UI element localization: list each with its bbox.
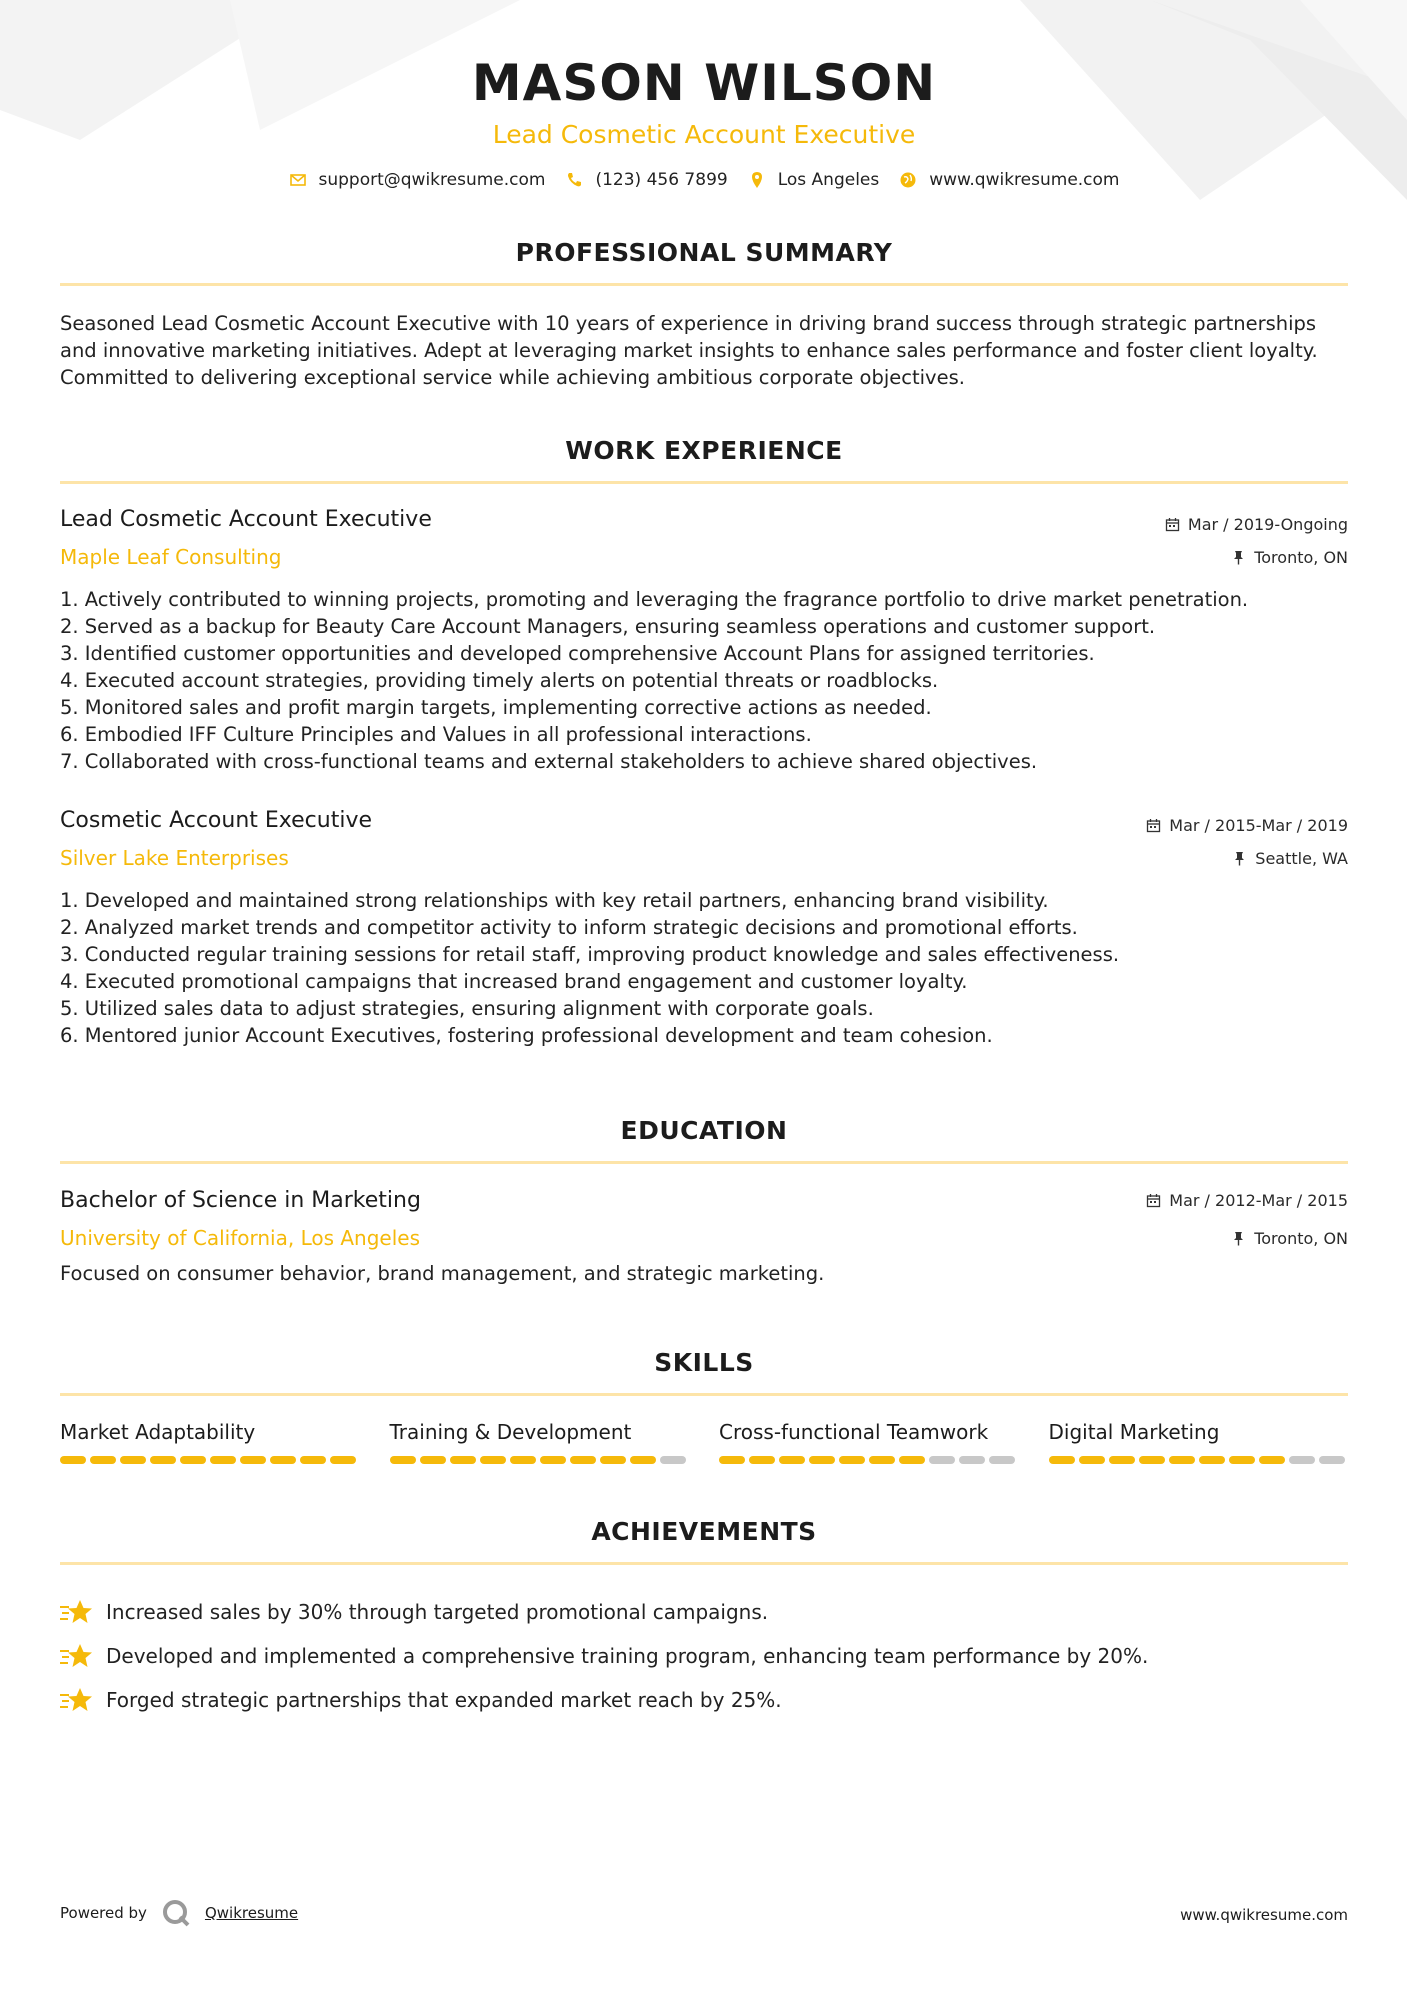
skill-level-bar: [60, 1456, 360, 1464]
skills-heading: SKILLS: [654, 1348, 754, 1377]
job-company: Silver Lake Enterprises: [60, 846, 289, 870]
list-item: [60, 1590, 1348, 1634]
contact-phone-text: (123) 456 7899: [595, 170, 728, 190]
skill-level-segment: [839, 1456, 865, 1464]
achievement-text: Increased sales by 30% through targeted promotional campaigns.: [106, 1600, 769, 1624]
skill-level-segment: [1319, 1456, 1345, 1464]
skill-level-bar: [1049, 1456, 1349, 1464]
education-location: [1231, 1229, 1348, 1248]
list-item: 4. Executed promotional campaigns that increased brand engagement and customer loyalty.: [60, 970, 968, 993]
candidate-title: Lead Cosmetic Account Executive: [492, 120, 916, 149]
skill-level-segment: [1289, 1456, 1315, 1464]
education-heading: EDUCATION: [620, 1116, 788, 1145]
skill-level-segment: [600, 1456, 626, 1464]
skill-level-segment: [450, 1456, 476, 1464]
skill-level-segment: [240, 1456, 266, 1464]
contact-location: [748, 170, 880, 190]
phone-icon: [565, 171, 583, 189]
skill-level-segment: [779, 1456, 805, 1464]
pushpin-icon: [1231, 550, 1246, 565]
skill-level-segment: [1259, 1456, 1285, 1464]
contact-email-text: support@qwikresume.com: [318, 170, 546, 190]
skill-level-segment: [60, 1456, 86, 1464]
skill-level-segment: [90, 1456, 116, 1464]
skill-level-segment: [120, 1456, 146, 1464]
skill-level-segment: [1169, 1456, 1195, 1464]
list-item: 4. Executed account strategies, providing timely alerts on potential threats or roadblocks.: [60, 669, 939, 692]
skill-level-bar: [719, 1456, 1019, 1464]
job-location-text: Seattle, WA: [1255, 849, 1348, 868]
skill-item: [1049, 1420, 1349, 1464]
education-description: Focused on consumer behavior, brand management, and strategic marketing.: [60, 1262, 825, 1285]
skill-level-segment: [390, 1456, 416, 1464]
skill-name: Cross-functional Teamwork: [719, 1420, 989, 1444]
education-dates: [1146, 1191, 1348, 1210]
skill-level-bar: [390, 1456, 690, 1464]
summary-text: Seasoned Lead Cosmetic Account Executive with 10 years of experience in driving brand success through strategic partnerships and innovative marketing initiatives. Adept at leveraging market insights to enhance sales performance and foster client loyalty. Committed to delivering exceptional service while achieving ambitious corporate objectives.: [60, 312, 1318, 389]
list-item: 3. Conducted regular training sessions for retail staff, improving product knowledge and sales effectiveness.: [60, 943, 1120, 966]
skill-level-segment: [180, 1456, 206, 1464]
job-title: Cosmetic Account Executive: [60, 808, 373, 833]
list-item: 3. Identified customer opportunities and developed comprehensive Account Plans for assigned territories.: [60, 642, 1095, 665]
achievements-divider: [60, 1562, 1348, 1565]
skill-level-segment: [749, 1456, 775, 1464]
star-icon: [60, 1642, 92, 1670]
skill-level-segment: [630, 1456, 656, 1464]
list-item: [60, 1678, 1348, 1722]
skill-level-segment: [540, 1456, 566, 1464]
calendar-icon: [1146, 818, 1161, 833]
skill-item: [719, 1420, 1019, 1464]
calendar-icon: [1146, 1193, 1161, 1208]
contact-website[interactable]: [899, 170, 1119, 190]
skill-level-segment: [420, 1456, 446, 1464]
skill-level-segment: [719, 1456, 745, 1464]
job-dates-text: Mar / 2019-Ongoing: [1187, 515, 1348, 534]
skill-item: [60, 1420, 360, 1464]
skill-level-segment: [660, 1456, 686, 1464]
footer-powered-by: [60, 1898, 298, 1928]
skill-level-segment: [929, 1456, 955, 1464]
job-dates: [1165, 515, 1348, 534]
experience-divider: [60, 481, 1348, 484]
skill-level-segment: [1229, 1456, 1255, 1464]
skill-level-segment: [150, 1456, 176, 1464]
contact-phone[interactable]: [565, 170, 727, 190]
experience-heading: WORK EXPERIENCE: [565, 436, 843, 465]
summary-divider: [60, 283, 1348, 286]
contact-website-text: www.qwikresume.com: [929, 170, 1120, 190]
achievement-text: Forged strategic partnerships that expanded market reach by 25%.: [106, 1688, 782, 1712]
qwikresume-logo-icon: [161, 1898, 191, 1928]
job-company: Maple Leaf Consulting: [60, 545, 282, 569]
list-item: 6. Mentored junior Account Executives, fostering professional development and team cohesion.: [60, 1024, 993, 1047]
footer-brand-link[interactable]: Qwikresume: [204, 1904, 299, 1922]
skill-level-segment: [899, 1456, 925, 1464]
skill-level-segment: [1139, 1456, 1165, 1464]
calendar-icon: [1165, 517, 1180, 532]
achievements-heading: ACHIEVEMENTS: [591, 1517, 817, 1546]
summary-heading: PROFESSIONAL SUMMARY: [515, 238, 893, 267]
list-item: 2. Analyzed market trends and competitor activity to inform strategic decisions and promotional efforts.: [60, 916, 1078, 939]
job-dates-text: Mar / 2015-Mar / 2019: [1169, 816, 1348, 835]
contact-email[interactable]: [289, 170, 546, 190]
education-school: University of California, Los Angeles: [60, 1226, 421, 1250]
skill-level-segment: [480, 1456, 506, 1464]
skill-level-segment: [989, 1456, 1015, 1464]
skill-level-segment: [809, 1456, 835, 1464]
skills-grid: [60, 1420, 1348, 1464]
map-marker-icon: [748, 171, 766, 189]
job-location: [1232, 849, 1348, 868]
contact-location-text: Los Angeles: [777, 170, 880, 190]
skill-level-segment: [510, 1456, 536, 1464]
achievement-text: Developed and implemented a comprehensive training program, enhancing team performance by 20%.: [106, 1644, 1149, 1668]
list-item: 6. Embodied IFF Culture Principles and Values in all professional interactions.: [60, 723, 812, 746]
education-dates-text: Mar / 2012-Mar / 2015: [1169, 1191, 1348, 1210]
education-degree: Bachelor of Science in Marketing: [60, 1188, 421, 1213]
skill-level-segment: [869, 1456, 895, 1464]
list-item: 1. Actively contributed to winning projects, promoting and leveraging the fragrance portfolio to drive market penetration.: [60, 588, 1249, 611]
skill-level-segment: [1079, 1456, 1105, 1464]
skill-level-segment: [330, 1456, 356, 1464]
powered-by-label: Powered by: [60, 1904, 147, 1922]
pushpin-icon: [1232, 851, 1247, 866]
globe-icon: [899, 171, 917, 189]
skill-level-segment: [1199, 1456, 1225, 1464]
job-dates: [1146, 816, 1348, 835]
envelope-icon: [289, 171, 307, 189]
skill-level-segment: [1109, 1456, 1135, 1464]
skill-item: [390, 1420, 690, 1464]
list-item: 7. Collaborated with cross-functional teams and external stakeholders to achieve shared objectives.: [60, 750, 1038, 773]
skill-level-segment: [270, 1456, 296, 1464]
skill-level-segment: [300, 1456, 326, 1464]
skill-level-segment: [959, 1456, 985, 1464]
skill-level-segment: [210, 1456, 236, 1464]
achievements-list: [60, 1590, 1348, 1722]
job-bullets: [60, 887, 1348, 1049]
job-title: Lead Cosmetic Account Executive: [60, 507, 432, 532]
star-icon: [60, 1598, 92, 1626]
contact-bar: [60, 170, 1348, 190]
skill-name: Training & Development: [389, 1420, 632, 1444]
job-location: [1231, 548, 1348, 567]
list-item: [60, 1634, 1348, 1678]
list-item: 2. Served as a backup for Beauty Care Account Managers, ensuring seamless operations and customer support.: [60, 615, 1156, 638]
list-item: 5. Monitored sales and profit margin targets, implementing corrective actions as needed.: [60, 696, 932, 719]
candidate-name: MASON WILSON: [471, 54, 937, 112]
skill-name: Digital Marketing: [1048, 1420, 1220, 1444]
education-location-text: Toronto, ON: [1254, 1229, 1348, 1248]
skill-name: Market Adaptability: [60, 1420, 256, 1444]
job-bullets: [60, 586, 1348, 775]
pushpin-icon: [1231, 1231, 1246, 1246]
education-divider: [60, 1161, 1348, 1164]
skill-level-segment: [570, 1456, 596, 1464]
list-item: 5. Utilized sales data to adjust strategies, ensuring alignment with corporate goals.: [60, 997, 874, 1020]
job-location-text: Toronto, ON: [1254, 548, 1348, 567]
star-icon: [60, 1686, 92, 1714]
skills-divider: [60, 1393, 1348, 1396]
list-item: 1. Developed and maintained strong relationships with key retail partners, enhancing brand visibility.: [60, 889, 1049, 912]
footer-website-link[interactable]: www.qwikresume.com: [1180, 1906, 1348, 1924]
skill-level-segment: [1049, 1456, 1075, 1464]
